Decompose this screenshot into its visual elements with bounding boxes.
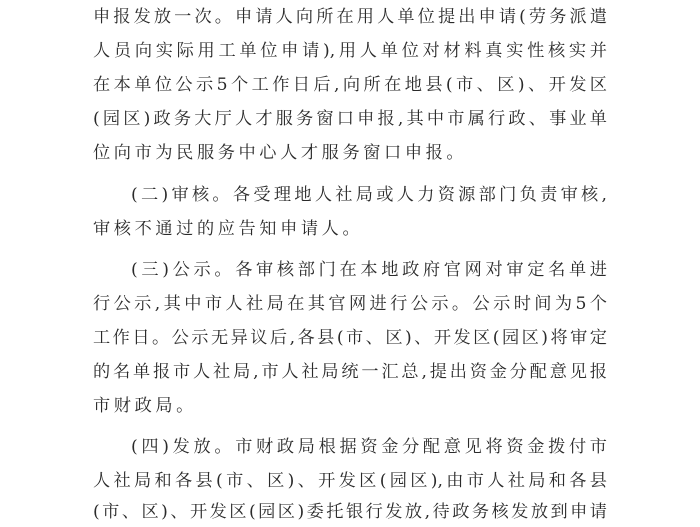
- paragraph-heading-line: (三)公示。各审核部门在本地政府官网对审定名单进: [131, 260, 607, 280]
- paragraph-heading-line: (二)审核。各受理地人社局或人力资源部门负责审核,: [131, 185, 607, 205]
- text-line: 审核不通过的应告知申请人。: [93, 219, 364, 239]
- text-line: (园区)政务大厅人才服务窗口申报,其中市属行政、事业单: [93, 109, 607, 129]
- text-line: 申报发放一次。申请人向所在用人单位提出申请(劳务派遣: [93, 7, 607, 27]
- text-line: 人社局和各县(市、区)、开发区(园区),由市人社局和各县: [93, 471, 607, 491]
- text-line: 在本单位公示5个工作日后,向所在地县(市、区)、开发区: [93, 75, 607, 95]
- text-line-partial: (市、区)、开发区(园区)委托银行发放,待政务核发放到申请: [93, 502, 607, 522]
- text-line: 市财政局。: [93, 396, 197, 416]
- text-line: 位向市为民服务中心人才服务窗口申报。: [93, 143, 468, 163]
- paragraph-heading-line: (四)发放。市财政局根据资金分配意见将资金拨付市: [131, 437, 607, 457]
- text-line: 工作日。公示无异议后,各县(市、区)、开发区(园区)将审定: [93, 328, 607, 348]
- text-line: 人员向实际用工单位申请),用人单位对材料真实性核实并: [93, 41, 607, 61]
- text-line: 行公示,其中市人社局在其官网进行公示。公示时间为5个: [93, 294, 607, 314]
- text-line: 的名单报市人社局,市人社局统一汇总,提出资金分配意见报: [93, 362, 607, 382]
